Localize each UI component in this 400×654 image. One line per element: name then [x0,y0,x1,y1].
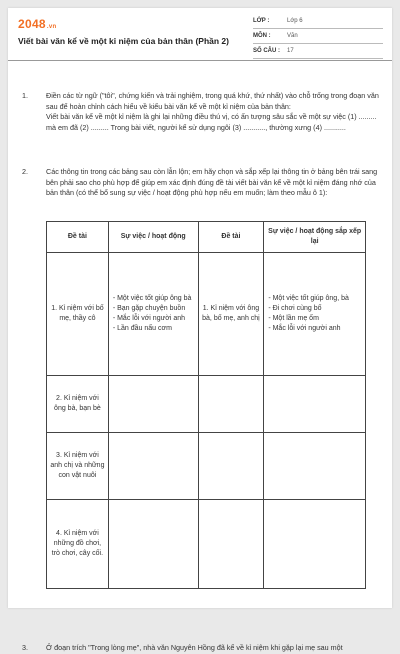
table-header: Đề tài [198,222,264,253]
table-row [47,500,366,589]
answer-topic-cell[interactable] [198,376,264,433]
meta-value: 17 [287,48,294,54]
meta-value: Văn [287,33,298,39]
question-text: Các thông tin trong các bảng sau còn lẫn lộn; em hãy chọn và sắp xếp lại thông tin ở bảng bên trái sang bên phải sao cho phù hợp để giúp em xác định đúng đề tài viết bài văn kể về một kỉ niệm đáng nhớ của bản thân (có thể bổ sung sự việc / hoạt động phù hợp nếu em muốn; làm theo mẫu ô 1): [46,167,378,197]
answer-events-cell[interactable] [264,433,366,500]
question-number: 2. [22,167,28,176]
events-cell [108,433,198,500]
question-text: Ở đoạn trích "Trong lòng mẹ", nhà văn Nguyên Hồng đã kể về kỉ niệm khi gặp lại mẹ sau một [46,643,343,652]
answer-events-cell[interactable] [264,376,366,433]
answer-topic-cell[interactable] [198,433,264,500]
topic-cell: 2. Kỉ niệm với ông bà, bạn bè [47,376,109,433]
document-header [8,8,392,61]
question-2 [22,167,380,199]
question-number: 3. [22,643,28,652]
topic-cell: 3. Kỉ niệm với anh chị và những con vật nuôi [47,433,109,500]
question-number: 1. [22,91,28,100]
event-item: - Một việc tốt giúp ông bà [112,295,192,302]
answer-topic-cell: 1. Kỉ niệm với ông bà, bố mẹ, anh chị [198,253,264,376]
table-header: Sự việc / hoạt động [108,222,198,253]
event-item: - Lần đầu nấu cơm [112,325,172,332]
meta-value: Lớp 6 [287,18,303,24]
table-row [47,376,366,433]
event-item: - Mắc lỗi với người anh [112,315,186,322]
event-item: - Mắc lỗi với người anh [268,325,341,332]
event-item: - Một lần mẹ ốm [268,315,319,322]
site-logo[interactable]: 2048.vn [18,17,57,31]
question-1 [22,91,380,133]
topic-table [46,221,366,589]
events-cell [108,500,198,589]
meta-row-class [253,14,383,29]
topic-cell: 1. Kỉ niệm với bố mẹ, thầy cô [47,253,109,376]
table-header: Sự việc / hoạt động sắp xếp lại [264,222,366,253]
event-item: - Đi chơi cùng bố [268,305,322,312]
document-title: Viết bài văn kể về một kỉ niệm của bản thân (Phần 2) [18,36,229,46]
event-item: - Bạn gặp chuyện buồn [112,305,186,312]
event-item: - Một việc tốt giúp ông, bà [268,295,349,302]
topic-cell: 4. Kỉ niệm với những đồ chơi, trò chơi, cây cối. [47,500,109,589]
meta-row-count [253,44,383,59]
question-text: Điền các từ ngữ ("tôi", chứng kiến và trải nghiệm, trong quá khứ, thứ nhất) vào chỗ trống trong đoạn văn sau để hoàn chỉnh cách hiểu về kiểu bài văn kể về một kỉ niệm của bản thân: [46,91,379,111]
meta-label: SỐ CÂU : [253,48,280,54]
table-header: Đề tài [47,222,109,253]
answer-events-cell[interactable] [264,500,366,589]
answer-events-cell [264,253,366,376]
table-header-row [47,222,366,253]
meta-label: LỚP : [253,18,270,24]
meta-label: MÔN : [253,33,271,39]
question-3 [22,643,380,654]
table-row [47,433,366,500]
meta-row-subject [253,29,383,44]
events-cell [108,253,198,376]
answer-topic-cell[interactable] [198,500,264,589]
question-passage: Viết bài văn kể về một kỉ niệm là ghi lại những điều thú vị, có ấn tượng sâu sắc về một sự việc (1) ......... mà em đã (2) ......... Trong bài viết, người kể sử dụng ngôi (3) ..........., thường xưng (4) ........... [46,112,377,132]
meta-info [253,14,383,59]
document-page [8,8,392,652]
events-cell [108,376,198,433]
table-row [47,253,366,376]
